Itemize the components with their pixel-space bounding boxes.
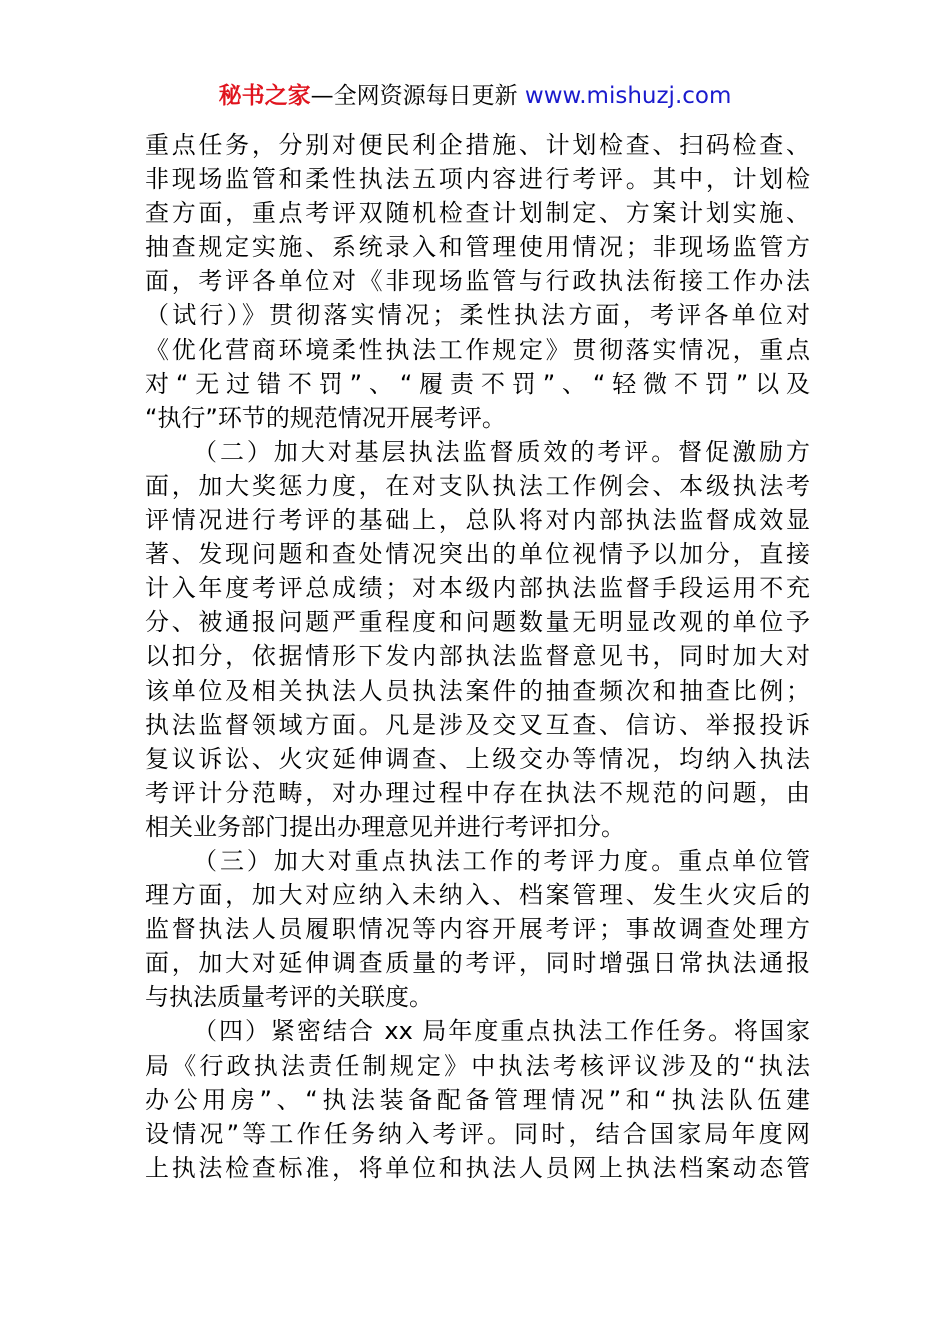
text-line: 以扣分，依据情形下发内部执法监督意见书，同时加大对: [145, 642, 810, 671]
text-line: 局《行政执法责任制规定》中执法考核评议涉及的“执法: [145, 1051, 810, 1080]
text-line: 上执法检查标准，将单位和执法人员网上执法档案动态管: [145, 1153, 810, 1182]
text-line: 查方面，重点考评双随机检查计划制定、方案计划实施、: [145, 199, 810, 228]
site-tagline: —全网资源每日更新: [310, 83, 525, 109]
text-line: 办公用房”、“执法装备配备管理情况”和“执法队伍建: [145, 1085, 810, 1114]
text-line: 面，加大奖惩力度，在对支队执法工作例会、本级执法考: [145, 471, 810, 500]
text-line: 评情况进行考评的基础上，总队将对内部执法监督成效显: [145, 506, 810, 535]
site-url-link[interactable]: www.mishuzj.com: [524, 83, 732, 109]
text-line: 分、被通报问题严重程度和问题数量无明显改观的单位予: [145, 608, 810, 637]
text-line: 对“无过错不罚”、“履责不罚”、“轻微不罚”以及: [145, 369, 810, 398]
paragraph-heading-4: （四）紧密结合 xx 局年度重点执法工作任务。将国家: [193, 1017, 810, 1046]
text-line: 与执法质量考评的关联度。: [145, 983, 433, 1012]
text-line: 设情况”等工作任务纳入考评。同时，结合国家局年度网: [145, 1119, 810, 1148]
site-header: [0, 78, 950, 114]
text-line: “执行”环节的规范情况开展考评。: [145, 403, 506, 432]
text-line: 面，考评各单位对《非现场监管与行政执法衔接工作办法: [145, 267, 810, 296]
paragraph-heading-2: （二）加大对基层执法监督质效的考评。督促激励方: [193, 437, 810, 466]
text-line: 相关业务部门提出办理意见并进行考评扣分。: [145, 812, 625, 841]
text-line: （试行）》贯彻落实情况；柔性执法方面，考评各单位对: [145, 301, 810, 330]
text-line: 非现场监管和柔性执法五项内容进行考评。其中，计划检: [145, 165, 810, 194]
paragraph-heading-3: （三）加大对重点执法工作的考评力度。重点单位管: [193, 846, 810, 875]
text-line: 执法监督领域方面。凡是涉及交叉互查、信访、举报投诉: [145, 710, 810, 739]
text-line: 抽查规定实施、系统录入和管理使用情况；非现场监管方: [145, 233, 810, 262]
document-body: [145, 128, 810, 1185]
text-line: 面，加大对延伸调查质量的考评，同时增强日常执法通报: [145, 949, 810, 978]
text-line: 计入年度考评总成绩；对本级内部执法监督手段运用不充: [145, 574, 810, 603]
text-line: 重点任务，分别对便民利企措施、计划检查、扫码检查、: [145, 131, 810, 159]
site-brand: 秘书之家: [218, 83, 311, 109]
text-line: 复议诉讼、火灾延伸调查、上级交办等情况，均纳入执法: [145, 744, 810, 773]
text-line: 理方面，加大对应纳入未纳入、档案管理、发生火灾后的: [145, 881, 810, 910]
text-line: 监督执法人员履职情况等内容开展考评；事故调查处理方: [145, 915, 810, 944]
text-line: 《优化营商环境柔性执法工作规定》贯彻落实情况，重点: [145, 335, 810, 364]
text-line: 著、发现问题和查处情况突出的单位视情予以加分，直接: [145, 540, 810, 569]
text-line: 该单位及相关执法人员执法案件的抽查频次和抽查比例；: [145, 676, 810, 705]
text-line: 考评计分范畴，对办理过程中存在执法不规范的问题，由: [145, 778, 810, 807]
